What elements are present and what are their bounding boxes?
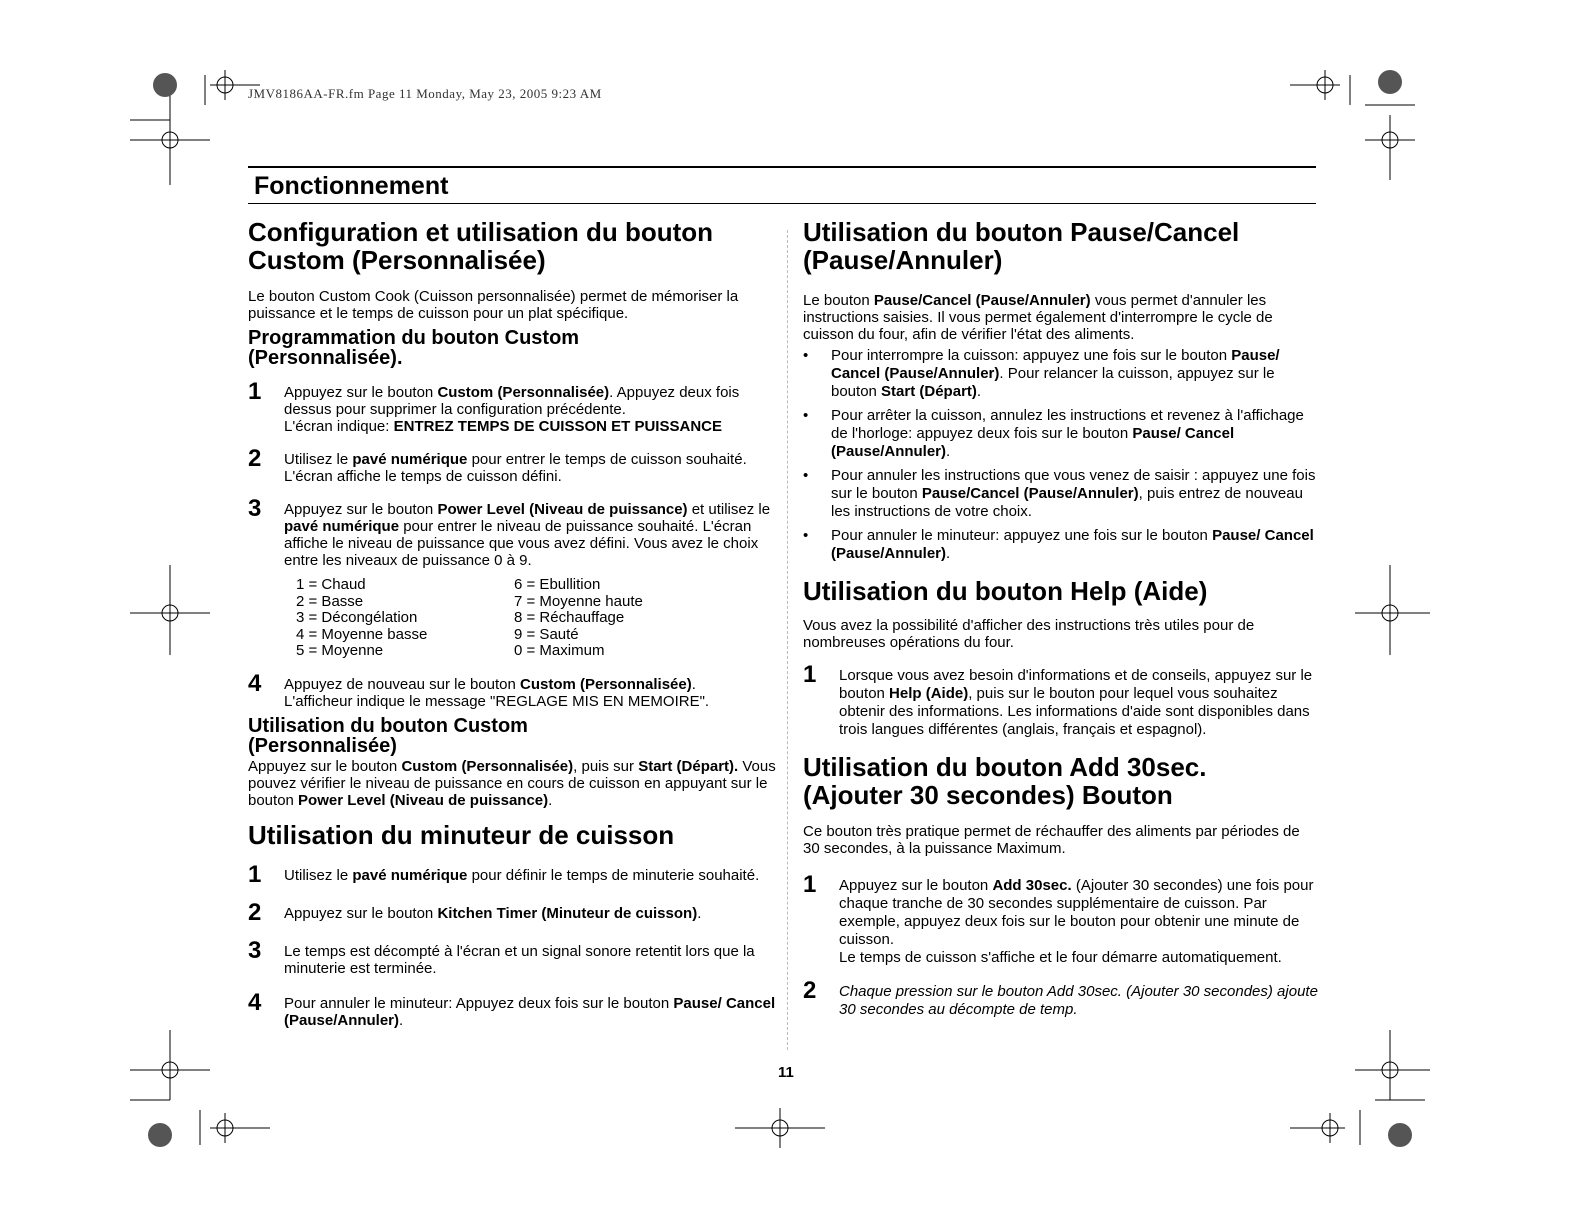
bullet-item: • Pour annuler les instructions que vous venez de saisir : appuyez une fois sur le bouton Pause/Cancel (Pause/Annuler), puis entrez de nouveau les instructions de votre choix.	[803, 467, 1319, 521]
step-text: Le temps est décompté à l'écran et un signal sonore retentit lors que la minuterie est terminée.	[284, 942, 755, 977]
custom-heading: Configuration et utilisation du bouton Custom (Personnalisée)	[248, 217, 714, 275]
add30-step-1	[803, 873, 1319, 967]
step-number: 1	[248, 860, 262, 888]
step-number: 4	[248, 988, 262, 1016]
pause-heading: Utilisation du bouton Pause/Cancel (Pause/Annuler)	[803, 217, 1240, 275]
top-rule	[248, 166, 1316, 168]
power-level: 4 = Moyenne basse	[296, 625, 428, 643]
column-divider	[787, 230, 788, 1050]
timer-heading: Utilisation du minuteur de cuisson	[248, 819, 675, 850]
custom-step-3	[248, 497, 776, 569]
file-slug: JMV8186AA-FR.fm Page 11 Monday, May 23, 2005 9:23 AM	[248, 86, 602, 101]
power-level: 6 = Ebullition	[514, 576, 601, 593]
step-text: Appuyez de nouveau sur le bouton Custom (Personnalisée). L'afficheur indique le message "REGLAGE MIS EN MEMOIRE".	[284, 675, 710, 710]
timer-step-3	[248, 936, 776, 977]
pause-intro: Le bouton Pause/Cancel (Pause/Annuler) vous permet d'annuler les instructions saisies. Il vous permet également d'interrompre le cycle de cuisson du four, afin de vérifier l'état des aliments.	[803, 292, 1273, 343]
step-number: 4	[248, 669, 262, 697]
timer-step-2	[248, 898, 776, 926]
step-text: Utilisez le pavé numérique pour entrer le temps de cuisson souhaité. L'écran affiche le temps de cuisson défini.	[284, 451, 747, 485]
help-step-1	[803, 663, 1319, 739]
timer-step-1	[248, 860, 776, 888]
power-level: 7 = Moyenne haute	[514, 592, 643, 610]
title-rule	[248, 203, 1316, 204]
step-number: 3	[248, 936, 262, 964]
use-custom-text: Appuyez sur le bouton Custom (Personnalisée), puis sur Start (Départ). Vous pouvez vérifier le niveau de puissance en cours de cuisson en appuyant sur le bouton Power Level (Niveau de puissance).	[248, 757, 776, 809]
page-number: 11	[778, 1064, 794, 1081]
bullet-item: • Pour arrêter la cuisson, annulez les instructions et revenez à l'affichage de l'horloge: appuyez deux fois sur le bouton Pause/ Cancel (Pause/Annuler).	[803, 407, 1319, 461]
bullet-item: • Pour annuler le minuteur: appuyez une fois sur le bouton Pause/ Cancel (Pause/Annuler).	[803, 527, 1319, 563]
step-number: 2	[803, 977, 817, 1004]
add30-heading: Utilisation du bouton Add 30sec. (Ajouter 30 secondes) Bouton	[803, 752, 1207, 810]
step-text: Appuyez sur le bouton Kitchen Timer (Minuteur de cuisson).	[284, 904, 702, 922]
power-level: 1 = Chaud	[296, 576, 366, 593]
step-text: Utilisez le pavé numérique pour définir le temps de minuterie souhaité.	[284, 866, 760, 884]
step-number: 1	[803, 871, 817, 898]
step-text: Chaque pression sur le bouton Add 30sec. (Ajouter 30 secondes) ajoute 30 secondes au décompte de temp.	[839, 983, 1318, 1018]
power-level: 5 = Moyenne	[296, 642, 384, 659]
step-number: 2	[248, 898, 262, 926]
power-level-list	[296, 577, 776, 660]
power-level: 9 = Sauté	[514, 625, 579, 643]
custom-step-2	[248, 447, 776, 485]
custom-step-1	[248, 380, 776, 435]
step-text: Pour annuler le minuteur: Appuyez deux fois sur le bouton Pause/ Cancel (Pause/Annuler).	[284, 994, 776, 1029]
step-number: 3	[248, 495, 262, 522]
bullet-item: • Pour interrompre la cuisson: appuyez une fois sur le bouton Pause/ Cancel (Pause/Annuler). Pour relancer la cuisson, appuyez sur le bouton Start (Départ).	[803, 347, 1319, 401]
help-intro: Vous avez la possibilité d'afficher des instructions très utiles pour de nombreuses opérations du four.	[803, 617, 1255, 651]
prog-heading: Programmation du bouton Custom (Personnalisée).	[248, 327, 580, 369]
custom-intro: Le bouton Custom Cook (Cuisson personnalisée) permet de mémoriser la puissance et le temps de cuisson pour un plat spécifique.	[248, 288, 739, 322]
timer-step-4	[248, 988, 776, 1029]
power-level: 8 = Réchauffage	[514, 609, 625, 626]
step-number: 2	[248, 445, 262, 472]
step-text: Appuyez sur le bouton Custom (Personnalisée). Appuyez deux fois dessus pour supprimer la configuration précédente. L'écran indique: ENTREZ TEMPS DE CUISSON ET PUISSANCE	[284, 384, 740, 435]
power-level: 2 = Basse	[296, 592, 364, 610]
step-text: Appuyez sur le bouton Add 30sec. (Ajouter 30 secondes) une fois pour chaque tranche de 30 secondes supplémentaire de cuisson. Par exemple, appuyez deux fois sur le bouton pour obtenir une minute de cuisson. Le temps de cuisson s'affiche et le four démarre automatiquement.	[839, 877, 1314, 966]
custom-step-4	[248, 669, 776, 710]
help-heading: Utilisation du bouton Help (Aide)	[803, 576, 1208, 606]
power-level: 0 = Maximum	[514, 642, 605, 659]
power-level: 3 = Décongélation	[296, 609, 418, 626]
step-number: 1	[248, 378, 262, 405]
right-column	[803, 218, 1319, 1019]
left-column	[248, 218, 776, 1029]
step-text: Appuyez sur le bouton Power Level (Niveau de puissance) et utilisez le pavé numérique pour entrer le niveau de puissance souhaité. L'écran affiche le niveau de puissance que vous avez défini. Vous avez le choix entre les niveaux de puissance 0 à 9.	[284, 501, 771, 569]
add30-step-2	[803, 979, 1319, 1019]
add30-intro: Ce bouton très pratique permet de réchauffer des aliments par périodes de 30 secondes, à la puissance Maximum.	[803, 823, 1300, 857]
section-title: Fonctionnement	[254, 172, 449, 200]
use-custom-heading: Utilisation du bouton Custom (Personnalisée)	[248, 714, 528, 757]
step-text: Lorsque vous avez besoin d'informations et de conseils, appuyez sur le bouton Help (Aide), puis sur le bouton pour lequel vous souhaitez obtenir des informations. Les informations d'aide sont disponibles dans trois langues différentes (anglais, français et espagnol).	[839, 667, 1313, 738]
step-number: 1	[803, 661, 817, 688]
pause-bullets	[803, 347, 1319, 563]
